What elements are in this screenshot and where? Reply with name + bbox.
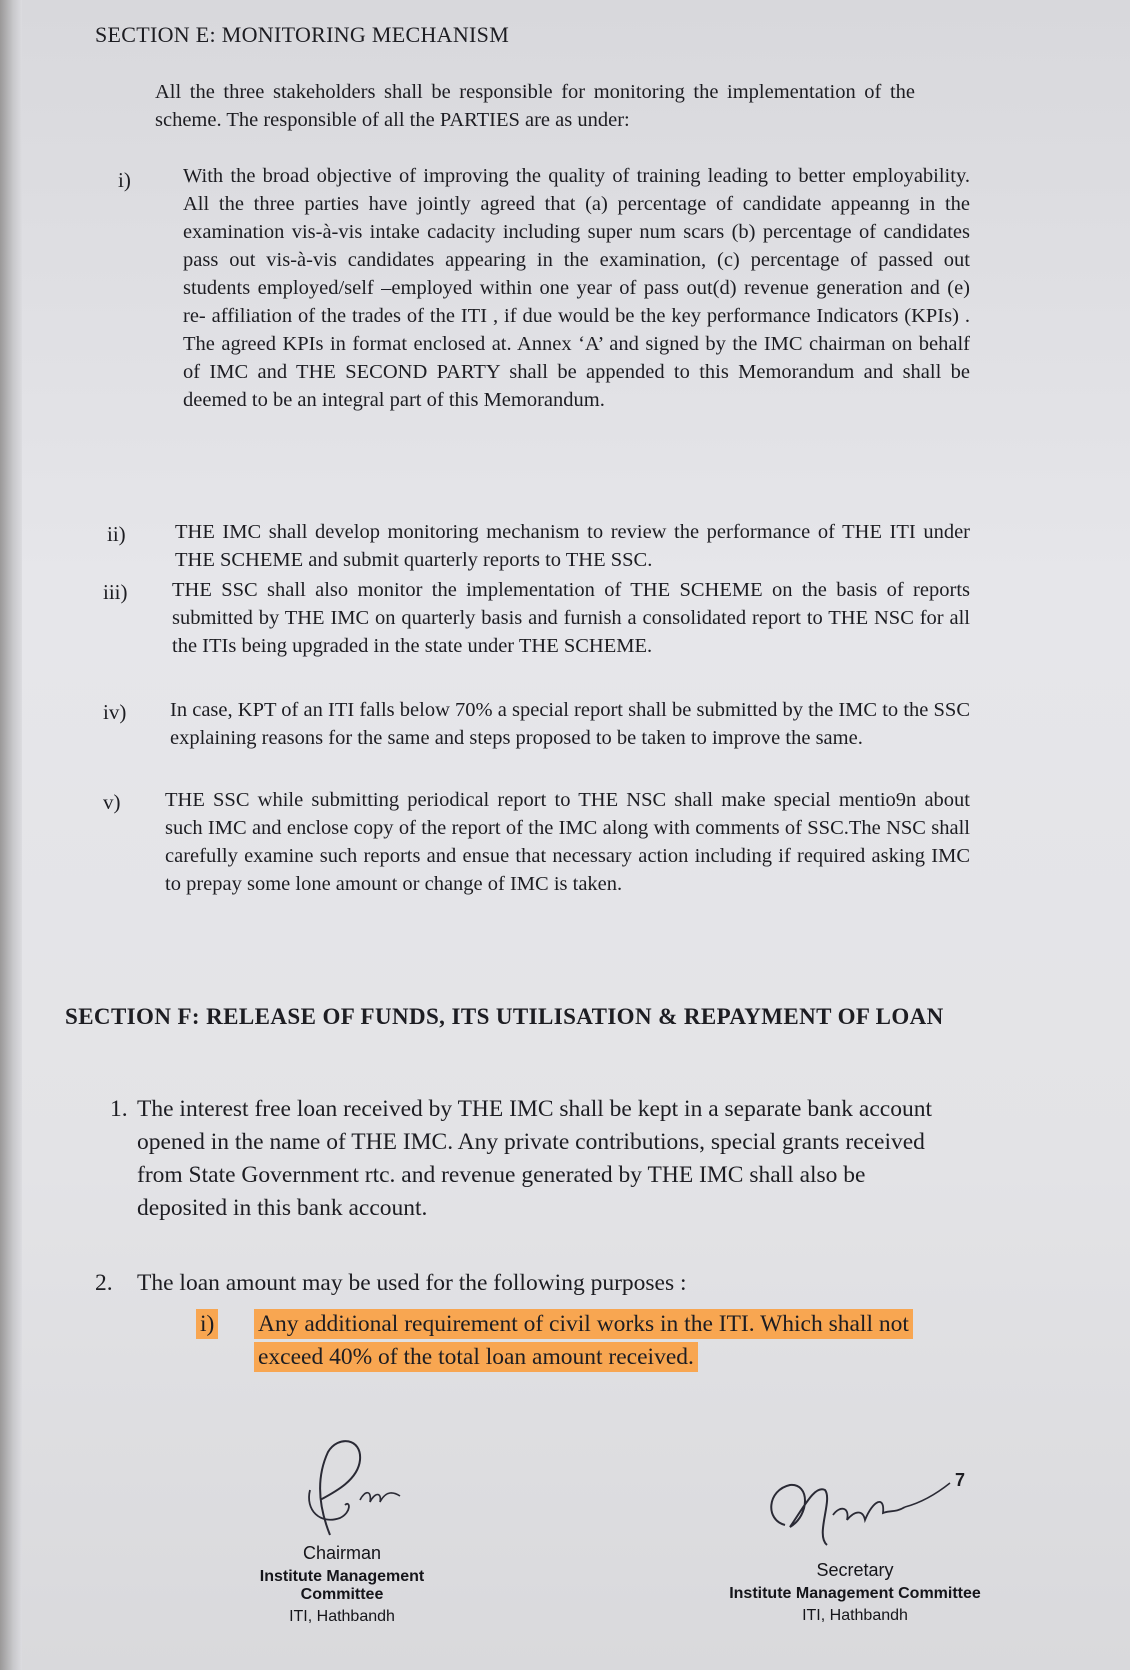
chairman-title: Chairman [302, 1543, 382, 1563]
list-item-text: THE SSC shall also monitor the implementation of THE SCHEME on the basis of reports submitted by THE IMC on quarterly basis and furnish a consolidated report to THE NSC for all the ITIs being upgraded in the state under THE SCHEME. [172, 579, 970, 657]
list-marker: 2. [95, 1270, 113, 1296]
secretary-organization: Institute Management Committee [729, 1585, 981, 1602]
secretary-signature-block [720, 1560, 990, 1625]
section-e-heading: SECTION E: MONITORING MECHANISM [95, 22, 510, 47]
page-number: 7 [955, 1470, 966, 1490]
list-item-text: THE SSC while submitting periodical report to THE NSC shall make special mentio9n about such IMC and enclose copy of the report of the IMC along with comments of SSC.The NSC shall carefully examine such reports and ensue that necessary action including if required asking IMC to prepay some lone amount or change of IMC is taken. [165, 789, 970, 895]
sub-list-marker [196, 1308, 218, 1341]
list-marker: 1. [110, 1096, 128, 1122]
highlight-mark: i) [196, 1309, 218, 1339]
secretary-signature-icon [755, 1465, 955, 1565]
list-marker: v) [103, 790, 121, 814]
highlighted-text: Any additional requirement of civil works in the ITI. Which shall not exceed 40% of the total loan amount received. [254, 1309, 913, 1372]
list-marker: iv) [103, 700, 127, 724]
chairman-organization: Institute Management Committee [259, 1568, 425, 1603]
list-item-text: In case, KPT of an ITI falls below 70% a special report shall be submitted by the IMC to the SSC explaining reasons for the same and steps proposed to be taken to improve the same. [170, 699, 970, 749]
list-marker: ii) [107, 522, 126, 546]
section-e-intro: All the three stakeholders shall be responsible for monitoring the implementation of the scheme. The responsible of all the PARTIES are as under: [155, 81, 915, 131]
chairman-signature-icon [290, 1430, 440, 1550]
secretary-title: Secretary [816, 1560, 894, 1580]
list-item-text: With the broad objective of improving the quality of training leading to better employability. All the three parties have jointly agreed that (a) percentage of candidate appeanng in the examination vis-à-vis intake cadacity including super num scars (b) percentage of candidates pass out vis-à-vis candidates appearing in the examination, (c) percentage of passed out students employed/self –employed within one year of pass out(d) revenue generation and (e) re- affiliation of the trades of the ITI , if due would be the key performance Indicators (KPIs) . The agreed KPIs in format enclosed at. Annex ‘A’ and signed by the IMC chairman on behalf of IMC and THE SECOND PARTY shall be appended to this Memorandum and shall be deemed to be an integral part of this Memorandum. [183, 165, 970, 411]
sub-list-item-text [254, 1308, 944, 1374]
list-marker: i) [118, 168, 131, 192]
chairman-signature-block [222, 1543, 462, 1626]
list-item-text: The interest free loan received by THE IMC shall be kept in a separate bank account opened in the name of THE IMC. Any private contributions, special grants received from State Government rtc. and revenue generated by THE IMC shall also be deposited in this bank account. [137, 1096, 932, 1221]
list-marker: iii) [103, 580, 128, 604]
list-item-text: THE IMC shall develop monitoring mechanism to review the performance of THE ITI under THE SCHEME and submit quarterly reports to THE SSC. [175, 521, 970, 571]
chairman-place: ITI, Hathbandh [289, 1608, 395, 1625]
list-item-text: The loan amount may be used for the following purposes : [137, 1270, 687, 1296]
secretary-place: ITI, Hathbandh [802, 1607, 908, 1624]
section-f-heading: SECTION F: RELEASE OF FUNDS, ITS UTILISATION & REPAYMENT OF LOAN [65, 1004, 944, 1029]
